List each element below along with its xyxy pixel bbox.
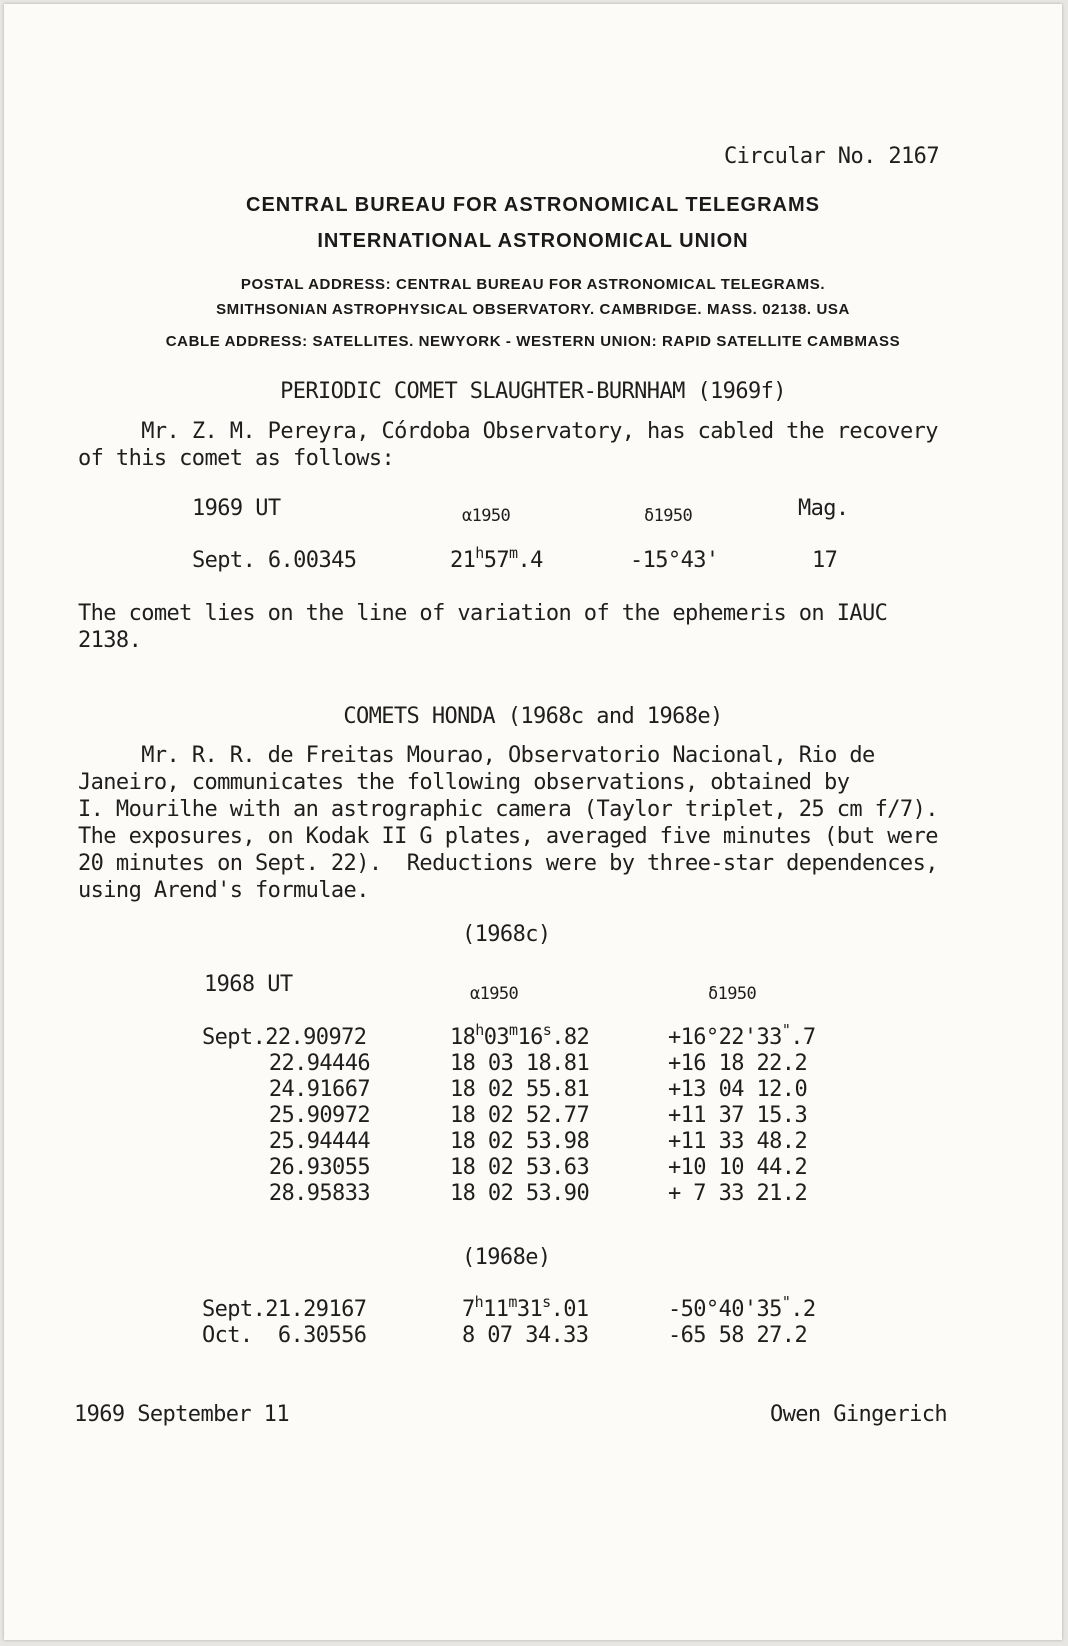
- table-row-time: 24.91667: [268, 1077, 370, 1102]
- obs-magnitude: 17: [812, 548, 838, 573]
- union-heading: INTERNATIONAL ASTRONOMICAL UNION: [317, 230, 749, 252]
- col-header-time: 1969 UT: [192, 496, 281, 521]
- col-header-delta: δ1950: [644, 506, 693, 526]
- table-row-time: 22.94446: [268, 1051, 370, 1076]
- table-row-ra: 18 02 53.63: [450, 1155, 590, 1180]
- section1-paragraph: Mr. Z. M. Pereyra, Córdoba Observatory, has cabled the recovery of this comet as follows:: [78, 419, 938, 471]
- issue-date: 1969 September 11: [74, 1402, 289, 1427]
- section-title-comets-honda: COMETS HONDA (1968c and 1968e): [343, 704, 723, 729]
- table-row-ra: 18 02 53.98: [450, 1129, 590, 1154]
- subheading-1968c: (1968c): [462, 922, 551, 947]
- col-header-mag: Mag.: [798, 496, 849, 521]
- table-row-time: Sept.22.90972: [202, 1025, 367, 1050]
- table-row-dec: +11 33 48.2: [668, 1129, 808, 1154]
- bureau-heading: CENTRAL BUREAU FOR ASTRONOMICAL TELEGRAMS: [246, 194, 820, 216]
- cable-address: CABLE ADDRESS: SATELLITES. NEWYORK - WESTERN UNION: RAPID SATELLITE CAMBMASS: [165, 333, 901, 350]
- table-row-ra: 7$^h$11$^m$31$^s$.01: [462, 1293, 589, 1322]
- table-row-dec: +16 18 22.2: [668, 1051, 808, 1076]
- section-title-slaughter-burnham: PERIODIC COMET SLAUGHTER-BURNHAM (1969f): [280, 379, 786, 404]
- postal-address-line-1: POSTAL ADDRESS: CENTRAL BUREAU FOR ASTRONOMICAL TELEGRAMS.: [240, 276, 826, 293]
- table-row-dec: -65 58 27.2: [668, 1323, 808, 1348]
- table-row-time: Sept.21.29167: [202, 1297, 367, 1322]
- obs-declination: -15°43': [630, 548, 719, 573]
- table-row-time: 28.95833: [268, 1181, 370, 1206]
- table-row-dec: +16°22'33".7: [668, 1021, 816, 1050]
- obs-time: Sept. 6.00345: [192, 548, 357, 573]
- section1-note: The comet lies on the line of variation of the ephemeris on IAUC 2138.: [78, 601, 888, 653]
- section2-paragraph: Mr. R. R. de Freitas Mourao, Observatorio Nacional, Rio de Janeiro, communicates the following observations, obtained by I. Mourilhe with an astrographic camera (Taylor triplet, 25 cm f/7). The exposures, on Kodak II G plates, averaged five minutes (but were 20 minutes on Sept. 22). Reductions were by three-star dependences, using Arend's formulae.: [78, 743, 938, 903]
- table-row-ra: 18 02 52.77: [450, 1103, 590, 1128]
- circular-page: [4, 4, 1062, 1640]
- table-row-dec: +13 04 12.0: [668, 1077, 808, 1102]
- table-row-ra: 8 07 34.33: [462, 1323, 589, 1348]
- table-row-time: 25.90972: [268, 1103, 370, 1128]
- obs-right-ascension: 21$^h$57$^m$.4: [450, 544, 543, 573]
- table-row-dec: +10 10 44.2: [668, 1155, 808, 1180]
- table-row-time: 26.93055: [268, 1155, 370, 1180]
- col-header-alpha: α1950: [462, 506, 511, 526]
- table-row-dec: + 7 33 21.2: [668, 1181, 808, 1206]
- table-row-ra: 18$^h$03$^m$16$^s$.82: [450, 1021, 590, 1050]
- table-row-dec: -50°40'35".2: [668, 1293, 816, 1322]
- postal-address-line-2: SMITHSONIAN ASTROPHYSICAL OBSERVATORY. CAMBRIDGE. MASS. 02138. USA: [216, 301, 850, 318]
- signature: Owen Gingerich: [770, 1402, 948, 1427]
- col-header-time-1968: 1968 UT: [204, 972, 293, 997]
- col-header-alpha-1968: α1950: [470, 984, 519, 1004]
- table-row-dec: +11 37 15.3: [668, 1103, 808, 1128]
- circular-number: Circular No. 2167: [724, 144, 939, 169]
- col-header-delta-1968: δ1950: [708, 984, 757, 1004]
- table-row-time: 25.94444: [268, 1129, 370, 1154]
- table-row-ra: 18 02 55.81: [450, 1077, 590, 1102]
- table-row-ra: 18 02 53.90: [450, 1181, 590, 1206]
- table-row-time: Oct. 6.30556: [202, 1323, 367, 1348]
- subheading-1968e: (1968e): [462, 1245, 551, 1270]
- table-row-ra: 18 03 18.81: [450, 1051, 590, 1076]
